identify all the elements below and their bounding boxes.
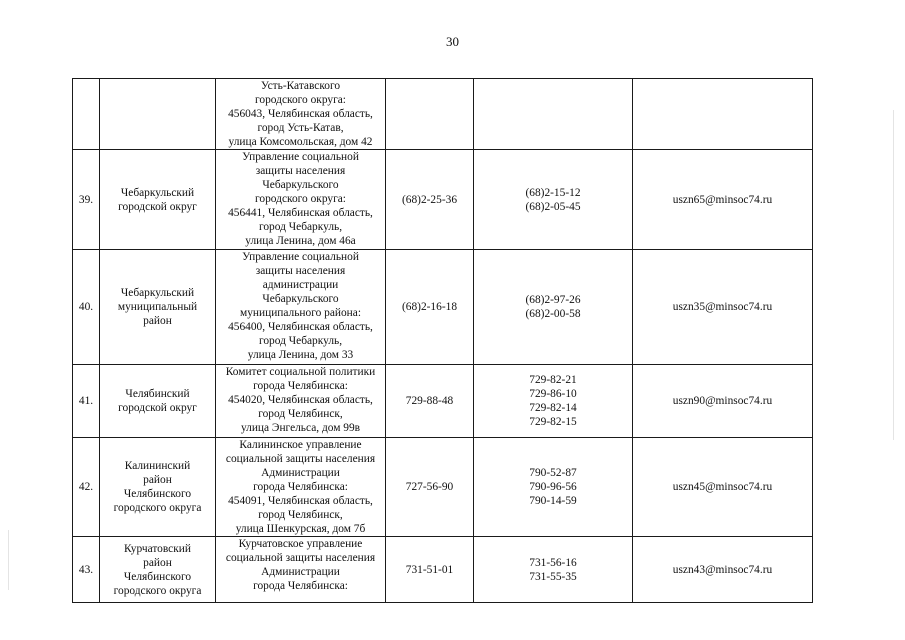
- district-cell: [100, 79, 216, 150]
- scan-artifact: [8, 530, 9, 590]
- district-cell: [100, 438, 216, 537]
- fax-line: (68)2-15-12: [525, 186, 581, 199]
- fax-line: 790-96-56: [529, 481, 577, 493]
- address-cell: [216, 250, 386, 365]
- district-line: район: [143, 474, 172, 486]
- address-line: 454091, Челябинская область,: [228, 495, 373, 507]
- email-cell: [633, 438, 813, 537]
- table-row: [73, 537, 813, 603]
- table-row: [73, 250, 813, 365]
- row-number-cell: 42.: [73, 438, 100, 537]
- table-row: [73, 438, 813, 537]
- address-line: город Челябинск,: [258, 509, 343, 521]
- fax-line: 729-86-10: [529, 388, 577, 400]
- table-body: [73, 79, 813, 603]
- address-line: город Чебаркуль,: [258, 221, 343, 233]
- district-cell: [100, 150, 216, 250]
- email-cell: [633, 150, 813, 250]
- email-link[interactable]: uszn35@minsoc74.ru: [672, 301, 773, 313]
- fax-cell: [474, 438, 633, 537]
- table-row: [73, 365, 813, 438]
- district-line: городского округа: [113, 584, 202, 597]
- fax-line: (68)2-00-58: [525, 308, 581, 320]
- district-line: Чебаркульский: [120, 287, 195, 299]
- fax-line: (68)2-05-45: [525, 200, 581, 213]
- address-line: Администрации: [261, 566, 340, 578]
- address-line: город Усть-Катав,: [257, 122, 344, 134]
- address-line: городского округа:: [255, 94, 346, 106]
- address-cell: [216, 537, 386, 603]
- phone-cell: [386, 79, 474, 150]
- page-number: 30: [446, 34, 459, 49]
- address-line: город Чебаркуль,: [258, 335, 343, 347]
- email-cell: [633, 79, 813, 150]
- contacts-table: [72, 78, 813, 603]
- fax-line: 729-82-15: [529, 416, 577, 428]
- fax-line: 790-52-87: [529, 467, 577, 479]
- scan-artifact: [893, 110, 894, 440]
- address-line: 454020, Челябинская область,: [228, 394, 373, 406]
- address-line: защиты населения: [255, 265, 346, 277]
- email-cell: [633, 365, 813, 438]
- fax-line: 729-82-21: [529, 374, 577, 386]
- fax-cell: [474, 250, 633, 365]
- address-line: муниципального района:: [240, 307, 361, 319]
- address-line: Комитет социальной политики: [225, 366, 376, 378]
- row-number-cell: 39.: [73, 150, 100, 250]
- address-line: города Челябинска:: [253, 380, 348, 392]
- district-line: район: [143, 315, 172, 327]
- district-line: Калининский: [124, 460, 191, 472]
- address-line: Калининское управление: [239, 439, 362, 451]
- address-line: город Челябинск,: [258, 408, 343, 420]
- address-line: города Челябинска:: [253, 580, 348, 592]
- row-number-cell: 43.: [73, 537, 100, 603]
- district-line: Челябинского: [123, 570, 192, 583]
- district-line: Челябинский: [125, 388, 190, 400]
- fax-cell: [474, 365, 633, 438]
- address-cell: [216, 79, 386, 150]
- district-cell: [100, 537, 216, 603]
- address-line: города Челябинска:: [253, 481, 348, 493]
- address-line: улица Шенкурская, дом 7б: [235, 523, 366, 535]
- fax-line: 731-55-35: [529, 570, 577, 583]
- district-line: городской округ: [118, 200, 197, 213]
- email-link[interactable]: uszn90@minsoc74.ru: [672, 395, 773, 407]
- address-cell: [216, 438, 386, 537]
- address-line: 456043, Челябинская область,: [228, 108, 373, 120]
- row-number-cell: [73, 79, 100, 150]
- address-line: Управление социальной: [242, 251, 359, 263]
- email-link[interactable]: uszn43@minsoc74.ru: [672, 563, 773, 576]
- address-line: городского округа:: [255, 193, 346, 205]
- fax-cell: [474, 537, 633, 603]
- district-line: район: [143, 556, 172, 569]
- district-line: муниципальный: [117, 301, 198, 313]
- address-line: улица Ленина, дом 46а: [245, 235, 356, 247]
- address-line: Администрации: [261, 467, 340, 479]
- address-line: социальной защиты населения: [225, 552, 376, 564]
- fax-cell: [474, 79, 633, 150]
- address-line: Курчатовское управление: [238, 538, 363, 550]
- address-line: Чебаркульского: [262, 179, 339, 191]
- table-row: [73, 150, 813, 250]
- address-line: 456441, Челябинская область,: [228, 207, 373, 219]
- address-line: улица Комсомольская, дом 42: [228, 136, 373, 148]
- district-line: городского округа: [113, 502, 202, 514]
- fax-line: 731-56-16: [529, 556, 577, 569]
- district-line: Чебаркульский: [120, 186, 195, 199]
- email-cell: [633, 537, 813, 603]
- phone-cell: 731-51-01: [386, 537, 474, 603]
- fax-cell: [474, 150, 633, 250]
- phone-cell: 727-56-90: [386, 438, 474, 537]
- district-cell: [100, 365, 216, 438]
- row-number-cell: 40.: [73, 250, 100, 365]
- address-line: Управление социальной: [242, 151, 359, 163]
- address-cell: [216, 365, 386, 438]
- address-line: социальной защиты населения: [225, 453, 376, 465]
- email-link[interactable]: uszn45@minsoc74.ru: [672, 481, 773, 493]
- phone-cell: (68)2-16-18: [386, 250, 474, 365]
- district-line: городской округ: [118, 402, 197, 414]
- address-line: Усть-Катавского: [260, 80, 341, 92]
- district-line: Курчатовский: [124, 542, 191, 555]
- address-line: улица Энгельса, дом 99в: [240, 422, 361, 434]
- fax-line: 790-14-59: [529, 495, 577, 507]
- email-cell: [633, 250, 813, 365]
- address-line: Чебаркульского: [262, 293, 339, 305]
- address-line: защиты населения: [255, 165, 346, 177]
- row-number-cell: 41.: [73, 365, 100, 438]
- address-cell: [216, 150, 386, 250]
- table-row: [73, 79, 813, 150]
- phone-cell: 729-88-48: [386, 365, 474, 438]
- address-line: 456400, Челябинская область,: [228, 321, 373, 333]
- address-line: улица Ленина, дом 33: [247, 349, 354, 361]
- address-line: администрации: [262, 279, 339, 291]
- fax-line: (68)2-97-26: [525, 294, 581, 306]
- fax-line: 729-82-14: [529, 402, 577, 414]
- email-link[interactable]: uszn65@minsoc74.ru: [672, 193, 773, 206]
- phone-cell: (68)2-25-36: [386, 150, 474, 250]
- district-line: Челябинского: [123, 488, 192, 500]
- district-cell: [100, 250, 216, 365]
